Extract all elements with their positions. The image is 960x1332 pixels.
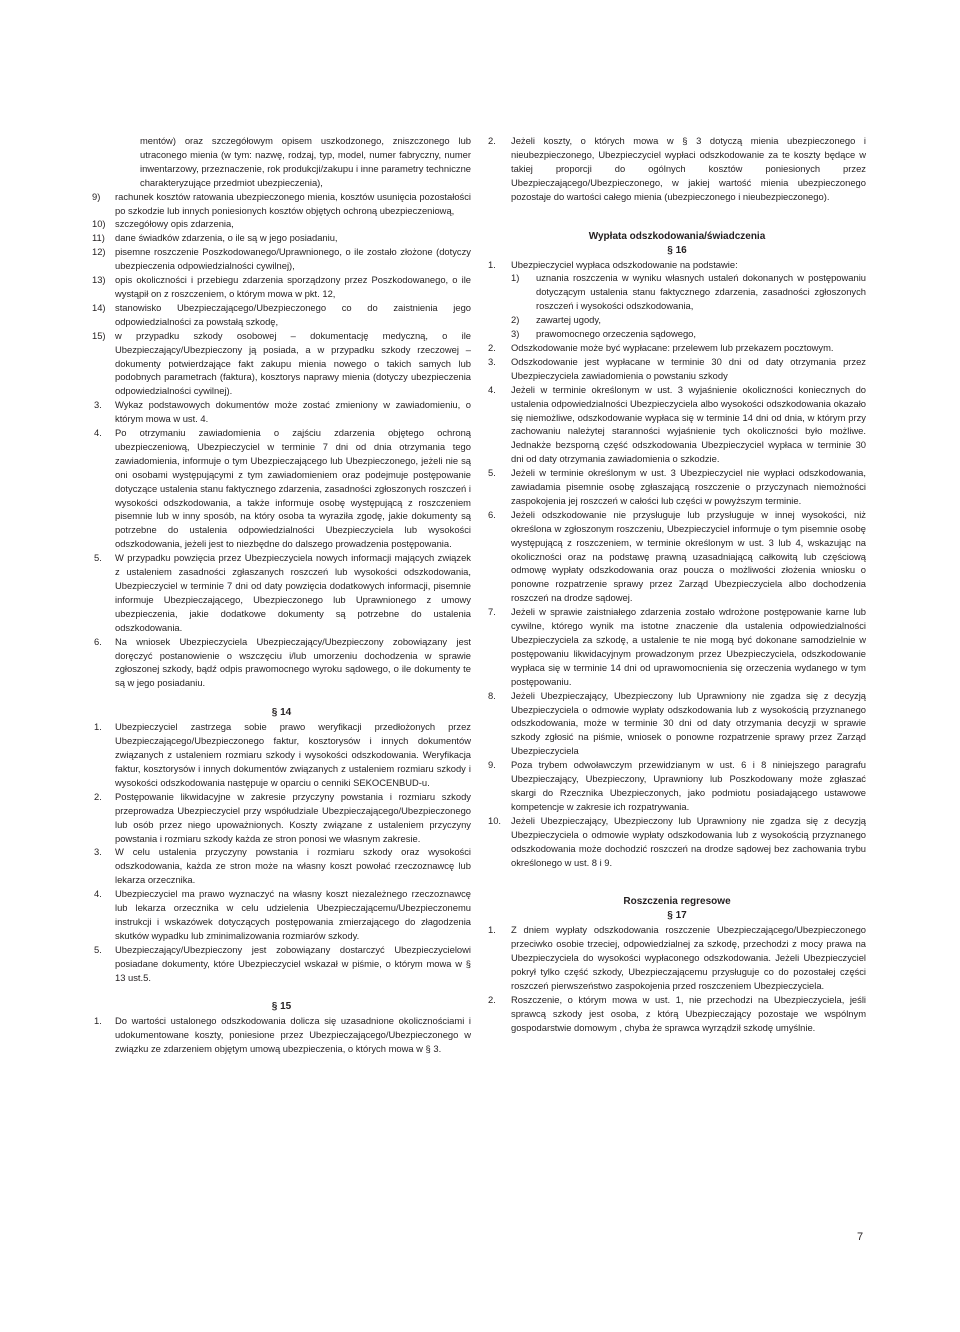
list-item: 10) szczegółowy opis zdarzenia, <box>92 218 234 230</box>
list-item: 3. W celu ustalenia przyczyny powstania i rozmiaru szkody oraz wysokości odszkodowania, każda ze stron może na własny koszt powołać rzeczoznawcę lub lekarza orzecznika. <box>94 846 471 886</box>
section-title-15: § 15 <box>271 1001 292 1013</box>
list-item: 13) opis okoliczności i przebiegu zdarzenia sporządzony przez Poszkodowanego, o ile wystąpił on z roszczeniem, o którym mowa w pkt. 12, <box>92 274 471 299</box>
list-item: 4. Jeżeli w terminie określonym w ust. 3 wyjaśnienie okoliczności koniecznych do ustalenia odpowiedzialności Ubezpieczyciela albo wysokości odszkodowania okazało się niemożliwe, odszkodowanie wypłaca się w terminie 14 dni od dnia, w którym przy zachowaniu należytej staranności wyjaśnienie tych okoliczności było możliwe. Jednakże bezsporną część odszkodowania Ubezpieczyciel wypłaca w terminie 30 dni od daty otrzymania zawiadomienia o szkodzie. <box>488 383 866 465</box>
list-item: 3) prawomocnego orzeczenia sądowego, <box>511 328 696 340</box>
section-heading-recourse: Roszczenia regresowe <box>623 896 731 908</box>
list-item: 2. Jeżeli koszty, o których mowa w § 3 dotyczą mienia ubezpieczonego i nieubezpieczonego, Ubezpieczyciel wypłaci odszkodowanie za te koszty będące w takiej proporcji do ogólnych kosztów poniesionych przez Ubezpieczającego/Ubezpieczonego, w jakiej wartość mienia ubezpieczonego pozostaje do wartości całego mienia (ubezpieczonego i nieubezpieczonego). <box>488 135 866 202</box>
list-item: 15) w przypadku szkody osobowej – dokumentację medyczną, o ile Ubezpieczający/Ubezpieczony ją posiada, a w przypadku szkody rzeczowej – dokumenty potwierdzające fakt zakupu mienia nowego o takich samych lub podobnych parametrach (faktura), kosztorys naprawy mienia (dotyczy ubezpieczenia odpowiedzialności cywilnej). <box>92 329 471 397</box>
left-column <box>92 134 471 1056</box>
section-title-17: § 17 <box>667 910 687 922</box>
list-item: 12) pisemne roszczenie Poszkodowanego/Uprawnionego, o ile zostało złożone (dotyczy ubezpieczenia odpowiedzialności cywilnej), <box>92 246 471 272</box>
page-number: 7 <box>857 1231 864 1243</box>
section-title-14: § 14 <box>271 707 292 719</box>
right-column <box>488 134 866 1035</box>
list-item: 7. Jeżeli w sprawie zaistniałego zdarzenia zostało wdrożone postępowanie karne lub cywilne, którego wynik ma istotne znaczenie dla ustalenia odpowiedzialności Ubezpieczyciela za szkodę, a ustalenie te nie mogą być dokonane samodzielnie w postępowaniu likwidacyjnym prowadzonym przez Ubezpieczyciela, odszkodowanie wypłaca się w terminie 14 dni od uprawomocnienia się orzeczenia wydanego w tym postępowaniu. <box>488 606 866 687</box>
list-item: 10. Jeżeli Ubezpieczający, Ubezpieczony lub Uprawniony nie zgadza się z decyzją Ubezpieczyciela o odmowie wypłaty odszkodowania lub z wysokością przyznanego odszkodowania może dochodzić roszczeń na drodze sądowej bez zachowania trybu określonego w ust. 8 i 9. <box>488 814 866 868</box>
list-item: 2. Postępowanie likwidacyjne w zakresie przyczyny powstania i rozmiaru szkody przeprowadza Ubezpieczyciel przy współudziale Ubezpieczającego/Ubezpieczonego lub osób przez niego upoważnionych. Koszty związane z ustaleniem przyczyny powstania i rozmiaru szkody każda ze stron ponosi we własnym zakresie. <box>94 790 471 844</box>
list-item: 6. Jeżeli odszkodowanie nie przysługuje lub przysługuje w innej wysokości, niż określona w zgłoszonym roszczeniu, Ubezpieczyciel informuje o tym pisemnie osobę występującą z roszczeniem, w terminie określonym w ust. 3 lub 4, wskazując na okoliczności oraz na podstawę prawną uzasadniającą całkowitą lub częściową odmowę wypłaty odszkodowania oraz poucza o możliwości złożenia wniosku o ponowne rozpatrzenie sprawy przez Zarząd Ubezpieczyciela albo dochodzenia roszczeń na drodze sądowej. <box>488 508 866 604</box>
list-item: 1. Ubezpieczyciel wypłaca odszkodowanie na podstawie: <box>488 258 738 270</box>
list-item: 4. Ubezpieczyciel ma prawo wyznaczyć na własny koszt niezależnego rzeczoznawcę lub lekarza orzecznika w celu udzielenia Ubezpieczającemu/Ubezpieczonemu instrukcji i wskazówek dotyczących postępowania zmierzającego do złagodzenia skutków wypadku lub zminimalizowania rozmiarów szkody. <box>94 888 471 941</box>
section-heading-payment: Wypłata odszkodowania/świadczenia <box>588 230 766 242</box>
list-item: 1) uznania roszczenia w wyniku własnych ustaleń dokonanych w postępowaniu dotyczącym ustalenia stanu faktycznego zdarzenia, zasadności zgłoszonych roszczeń i wysokości odszkodowania, <box>511 272 866 312</box>
list-item: 1. Do wartości ustalonego odszkodowania dolicza się uzasadnione okolicznościami i udokumentowane koszty, poniesione przez Ubezpieczającego/Ubezpieczonego w związku ze zdarzeniem objętym umową ubezpieczenia, o których mowa w § 3. <box>94 1015 471 1055</box>
list-item: 9. Poza trybem odwoławczym przewidzianym w ust. 6 i 8 niniejszego paragrafu Ubezpieczający, Ubezpieczony, Uprawniony lub Poszkodowany może zgłaszać skargi do Rzecznika Ubezpieczonych, jako podmiotu posiadającego ustawowe kompetencje w zakresie ich rozpatrywania. <box>488 759 866 812</box>
list-item: 5. W przypadku powzięcia przez Ubezpieczyciela nowych informacji mających związek z ustaleniem zasadności zgłaszanych roszczeń lub wysokości odszkodowania, Ubezpieczyciel w terminie 7 dni od daty powzięcia dodatkowych informacji, pisemnie informuje Ubezpieczającego, Ubezpieczonego lub Uprawnionego z umowy ubezpieczenia, jakie dodatkowe dokumenty są potrzebne do ustalenia odszkodowania. <box>94 552 471 633</box>
list-item: 11) dane świadków zdarzenia, o ile są w jego posiadaniu, <box>92 232 338 244</box>
list-item: 1. Z dniem wypłaty odszkodowania roszczenie Ubezpieczającego/Ubezpieczonego przeciwko osobie trzeciej, odpowiedzialnej za szkodę, przechodzi z mocy prawa na Ubezpieczyciela do wysokości wypłaconego odszkodowania. Jeżeli Ubezpieczyciel pokrył tylko część szkody, Ubezpieczającemu przysługuje co do pozostałej części roszczeń pierwszeństwo zaspokojenia przed roszczeniem Ubezpieczyciela. <box>488 924 866 992</box>
list-item: 2. Roszczenie, o którym mowa w ust. 1, nie przechodzi na Ubezpieczyciela, jeśli sprawcą szkody jest osoba, z którą Ubezpieczający pozostaje we wspólnym gospodarstwie domowym , chyba że sprawca wyrządził szkodę umyślnie. <box>488 993 866 1033</box>
list-item: 5. Jeżeli w terminie określonym w ust. 3 Ubezpieczyciel nie wypłaci odszkodowania, zawiadamia pisemnie osobę zgłaszającą roszczenie o przyczynach niemożności zaspokojenia jej roszczeń w całości lub części w powyższym terminie. <box>488 467 866 506</box>
list-item: 9) rachunek kosztów ratowania ubezpieczonego mienia, kosztów usunięcia pozostałości po szkodzie lub innych poniesionych kosztów objętych ochroną ubezpieczeniową, <box>92 190 471 216</box>
list-item: 8. Jeżeli Ubezpieczający, Ubezpieczony lub Uprawniony nie zgadza się z decyzją Ubezpieczyciela o odmowie wypłaty odszkodowania lub z wysokością przyznanego odszkodowania, może w terminie 30 dni od daty otrzymania decyzji w sprawie szkody zgłosić na piśmie, wniosek o ponowne rozpatrzenie sprawy przez Zarząd Ubezpieczyciela <box>488 689 866 757</box>
list-item: 6. Na wniosek Ubezpieczyciela Ubezpieczający/Ubezpieczony zobowiązany jest doręczyć postanowienie o wszczęciu i/lub umorzeniu dochodzenia w sprawie zgłoszonej szkody, bądź odpis prawomocnego wyroku sądowego, o ile dokumenty te są w jego posiadaniu. <box>94 635 471 689</box>
list-item: 3. Wykaz podstawowych dokumentów może zostać zmieniony w zawiadomieniu, o którym mowa w ust. 4. <box>94 399 471 425</box>
list-item: 5. Ubezpieczający/Ubezpieczony jest zobowiązany dostarczyć Ubezpieczycielowi posiadane dokumenty, które Ubezpieczyciel wskazał w piśmie, o którym mowa w § 13 ust.5. <box>94 943 471 983</box>
intro-continuation: mentów) oraz szczegółowym opisem uszkodzonego, zniszczonego lub utraconego mienia (w tym: nazwę, rodzaj, typ, model, numer fabryczny, numer inwentarzowy, przeznaczenie, rok produkcji/zakupu i inne parametry techniczne charakteryzujące przedmiot ubezpieczenia), <box>140 135 471 188</box>
list-item: 14) stanowisko Ubezpieczającego/Ubezpieczonego co do zaistnienia jego odpowiedzialności za powstałą szkodę, <box>92 301 471 327</box>
list-item: 1. Ubezpieczyciel zastrzega sobie prawo weryfikacji przedłożonych przez Ubezpieczającego/Ubezpieczonego faktur, kosztorysów i innych dokumentów związanych z ustaleniem rozmiaru szkody i wysokości odszkodowania. Weryfikacja faktur, kosztorysów i innych dokumentów związanych z ustaleniem rozmiaru szkody i wysokości odszkodowania następuje w oparciu o cenniki SEKOCENBUD-u. <box>94 721 471 788</box>
section-title-16: § 16 <box>667 244 687 256</box>
list-item: 4. Po otrzymaniu zawiadomienia o zajściu zdarzenia objętego ochroną ubezpieczeniową, Ubezpieczyciel w terminie 7 dni od dnia otrzymania tego zawiadomienia, informuje o tym Ubezpieczającego lub Ubezpieczonego, jeżeli nie są oni osobami występującymi z tym zawiadomieniem oraz podejmuje postępowanie dotyczące ustalenia stanu faktycznego zdarzenia, zasadności zgłoszonych roszczeń i wysokości odszkodowania, a także informuje osobę występującą z roszczeniem pisemnie lub w inny sposób, na który osoba ta wyraziła zgodę, jakie dokumenty są potrzebne do ustalenia odpowiedzialności Ubezpieczyciela lub wysokości odszkodowania, jeżeli jest to niezbędne do dalszego prowadzenia postępowania. <box>94 427 471 550</box>
list-item: 2) zawartej ugody, <box>511 314 601 326</box>
list-item: 3. Odszkodowanie jest wypłacane w terminie 30 dni od daty otrzymania przez Ubezpieczyciela zawiadomienia o powstaniu szkody <box>488 355 866 381</box>
list-item: 2. Odszkodowanie może być wypłacane: przelewem lub przekazem pocztowym. <box>488 341 834 353</box>
